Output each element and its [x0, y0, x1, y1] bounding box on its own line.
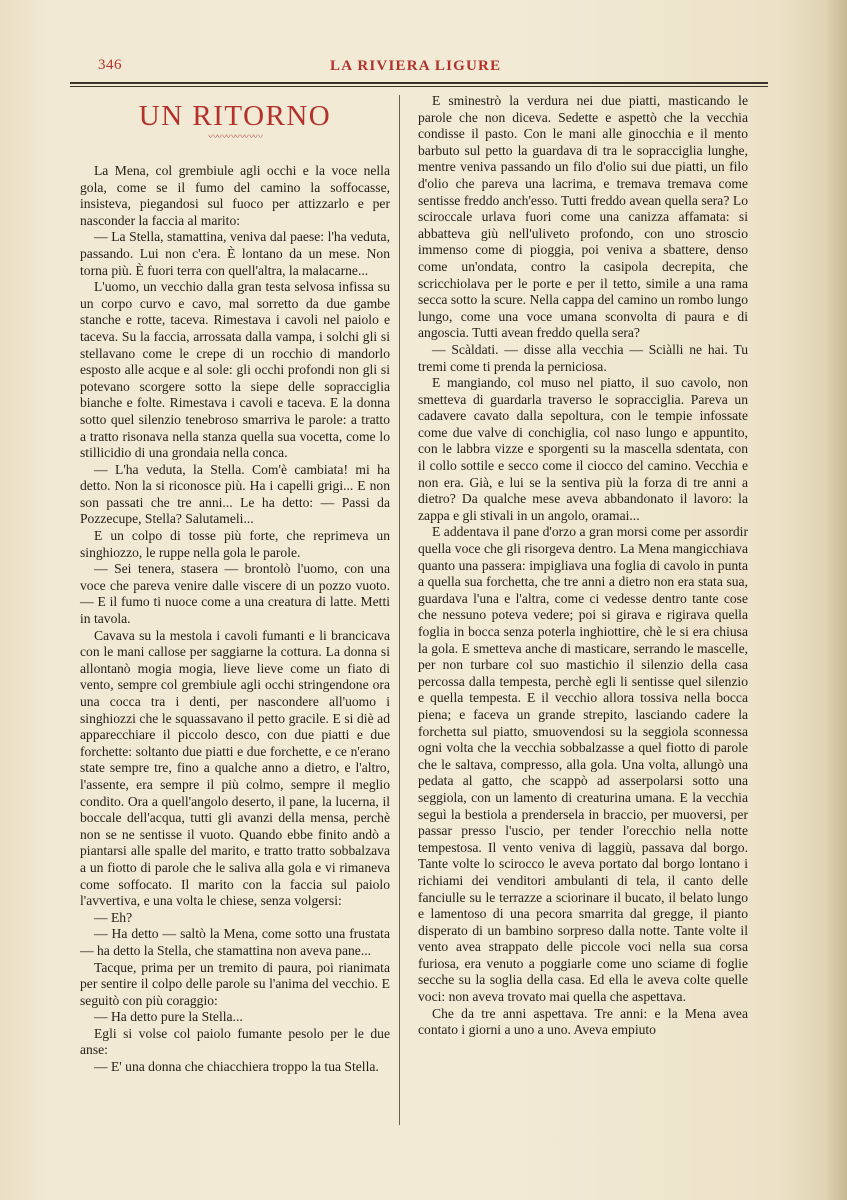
header-rule: [70, 82, 768, 84]
paragraph: — E' una donna che chiacchiera troppo la tua Stella.: [94, 1059, 379, 1075]
running-title: LA RIVIERA LIGURE: [330, 58, 502, 74]
right-column: [418, 93, 748, 1039]
left-column: [80, 93, 390, 1076]
left-column-text: [80, 163, 390, 1076]
paragraph: L'uomo, un vecchio dalla gran testa selvosa infissa su un corpo curvo e cavo, mal sorretto da due gambe stanche e rotte, taceva. Rimestava i cavoli nel paiolo e taceva. Su la faccia, arrossata dalla vampa, i solchi gli si stellavano come le crepe di un rocchio di mandorlo esposto alle acque e al sole: gli occhi profondi non gli si potevano scorgere sotto la siepe delle sopracciglia bianche e folte. Rimestava i cavoli e taceva. E la donna sotto quel silenzio tenebroso smarriva le parole: a tratto a tratto risonava nella stanza quella sua vocetta, come lo stillicidio di una grondaia nella conca.: [80, 279, 390, 461]
title-ornament: 〰〰〰〰〰〰: [208, 132, 262, 143]
paragraph: Che da tre anni aspettava. Tre anni: e la Mena avea contato i giorni a uno a uno. Aveva empiuto: [418, 1005, 748, 1038]
paragraph: — La Stella, stamattina, veniva dal paese: l'ha veduta, passando. Lui non c'era. È lontano da un mese. Non torna più. È fuori terra con quell'altra, la malacarne...: [80, 229, 390, 278]
right-column-text: [418, 93, 748, 1039]
paragraph: — Ha detto — saltò la Mena, come sotto una frustata — ha detto la Stella, che stamattina non aveva pane...: [80, 926, 390, 958]
paragraph: — Scàldati. — disse alla vecchia — Sciàlli ne hai. Tu tremi come ti prenda la perniciosa.: [418, 341, 748, 374]
paragraph: Tacque, prima per un tremito di paura, poi rianimata per sentire il colpo delle parole su l'anima del vecchio. E seguitò con più coraggio:: [80, 959, 390, 1008]
paragraph: E mangiando, col muso nel piatto, il suo cavolo, non smetteva di guardarla traverso le sopracciglia. Pareva un cadavere cavato dalla sepoltura, con le tempie infossate come due valve di conchiglia, col naso lungo e appuntito, con le labbra vizze e sporgenti su la mascella sdentata, con il collo sottile e secco come il ciocco del camino. Vecchia e non era. Già, e lui se la sentiva più la forza di tre anni a dietro? Da qualche mese aveva abbandonato il lavoro: la zappa e gli stivali in un angolo, oramai...: [418, 375, 748, 523]
paragraph: La Mena, col grembiule agli occhi e la voce nella gola, come se il fumo del camino la soffocasse, insisteva, piegandosi sul fuoco per attizzarlo e per nasconder la faccia al marito:: [80, 163, 390, 228]
header-rule-thin: [70, 86, 768, 87]
page-number: 346: [98, 57, 122, 73]
column-divider: [399, 95, 400, 1125]
paragraph: E sminestrò la verdura nei due piatti, masticando le parole che non diceva. Sedette e aspettò che la vecchia condisse il pasto. Con le mani alle ginocchia e il mento barbuto sul petto la guardava di tra le sopracciglia lunghe, mentre veniva passando un filo d'olio sui due piatti, un filo d'olio che pareva una lacrima, e tremava tremava come sentisse freddo anch'esso. Tutti freddo avean quella sera? Lo sciroccale urlava fuori come una canizza affamata: si abbatteva giù nell'uliveto profondo, con uno stroscio immenso come di pioggia, poi veniva a sbattere, denso come un'ondata, contro la casipola decrepita, che scricchiolava per le porte e per il tetto, simile a una rama secca sotto la scure. Nella cappa del camino un rombo lungo lungo, come una voce umana sconvolta di paura e di angoscia. Tutti avean freddo quella sera?: [418, 93, 748, 341]
page-edge-shadow: [825, 0, 847, 1200]
paragraph: — Ha detto pure la Stella...: [94, 1009, 243, 1025]
paragraph: E un colpo di tosse più forte, che reprimeva un singhiozzo, le ruppe nella gola le parole.: [80, 528, 390, 560]
paragraph: — Sei tenera, stasera — brontolò l'uomo, con una voce che pareva venire dalle viscere di un pozzo vuoto. — E il fumo ti nuoce come a una creatura di latte. Metti in tavola.: [80, 561, 390, 627]
paragraph: Egli si volse col paiolo fumante pesolo per le due anse:: [80, 1025, 390, 1058]
paragraph: — L'ha veduta, la Stella. Com'è cambiata! mi ha detto. Non la si riconosce più. Ha i capelli grigi... E non son passati che tre anni... Le ha detto: — Passi da Pozzecupe, Stella? Salutameli...: [80, 461, 390, 527]
paragraph: E addentava il pane d'orzo a gran morsi come per assordir quella voce che gli risorgeva dentro. La Mena mangicchiava quanto una passera: impigliava una foglia di cavolo in punta a quella sua forchetta, che tre anni a dietro non era stata sua, guardava l'una e l'altra, come ci vedesse dentro tante cose che nessuno poteva vedere; poi si girava e rigirava quella foglia in bocca senza poterla inghiottire, chè le si era chiusa la gola. E smetteva anche di masticare, serrando le mascelle, per non turbare col suo mastichio il silenzio della casa percossa dalla tempesta, perchè egli li sentisse quel silenzio e quella tempesta. E il vecchio allora tossiva nella bocca piena; e faceva un grande strepito, lasciando cadere la forchetta sul piatto, smuovendosi su la seggiola sconnessa ogni volta che la vecchia sobbalzasse a quel fiotto di parole che le saltava, compresso, alla gola. Una volta, allungò una pedata al gatto, che scappò ad asserpolarsi sotto una seggiola, con un lamento di creaturina umana. E la vecchia seguì la bestiola a prendersela in braccio, per muoversi, per passar presso l'uscio, per tender l'orecchio nella notte tempestosa. Il vento veniva di laggiù, passava dal borgo. Tante volte lo scirocco le aveva portato dal borgo lontano i richiami dei venditori ambulanti di tela, il canto delle fanciulle su le terrazze a sciorinare il bucato, il belato lungo e lamentoso di una pecora smarrita dal gregge, il pianto disperato di un bambino sorpreso dalla notte. Tante volte il vento avea strappato delle piccole voci nella sua corsa furiosa, era venuto a poggiarle come uno sciame di foglie secche su la soglia della casa. Ed ella le aveva colte quelle voci: non aveva trovato mai quella che aspettava.: [418, 524, 748, 1005]
paragraph: Cavava su la mestola i cavoli fumanti e li brancicava con le mani callose per saggiarne la cottura. La donna si allontanò mogia mogia, lieve lieve come un fiato di vento, sempre col grembiule agli occhi stringendone ora una cocca tra i denti, per nascondere all'uomo i singhiozzi che le squassavano il petto gracile. E si diè ad apparecchiare il piccolo desco, con due piatti e due forchette: soltanto due piatti e due forchette, e ce n'erano state sempre tre, fino a qualche anno a dietro, e l'altro, l'assente, era sempre il più colmo, sempre il meglio condito. Ora a quell'angolo deserto, il pane, la lucerna, il boccale dell'acqua, tutti gli avanzi della mensa, perchè non se ne sentisse il vuoto. Quando ebbe finito andò a piantarsi alle spalle del marito, e tratto tratto sobbalzava a un fiotto di parole che le saliva alla gola e vi rimaneva come soffocato. Il marito con la faccia sul paiolo l'avvertiva, e una volta le chiese, senza volgersi:: [80, 627, 390, 909]
article-title: UN RITORNO: [138, 100, 332, 132]
paragraph: — Eh?: [94, 909, 133, 925]
